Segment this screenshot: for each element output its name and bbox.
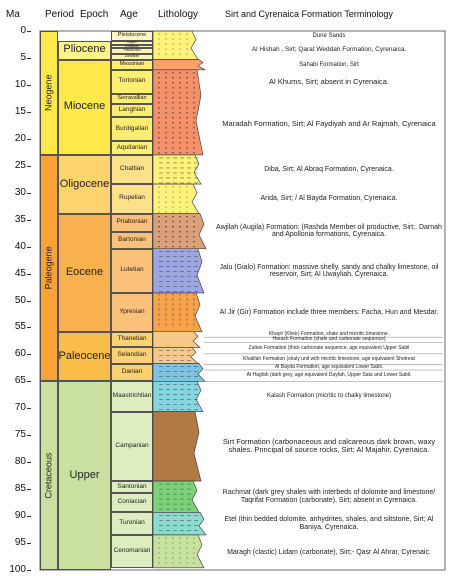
axis-tick-label: 25 [14, 159, 26, 171]
age-label: Piacenzian [123, 47, 141, 52]
age-label: Upper [127, 40, 137, 44]
formation-description: Arida, Sirt; / Al Bayda Formation, Cyrenaica. [260, 195, 398, 203]
formation-description: Maragh (clastic) Lidam (carbonate), Sirt;- Qasr Al Ahrar, Cyrenaic. [227, 548, 431, 556]
age-label: Gelasian [125, 43, 139, 48]
age-label: Rupelian [119, 194, 145, 202]
period-label: Neogene [43, 74, 54, 112]
epoch-label: Pliocene [63, 43, 106, 56]
lithology-unit [153, 332, 200, 348]
lithology-unit [153, 70, 203, 155]
age-label: Bartonian [118, 235, 146, 243]
age-label: Langhian [118, 106, 146, 114]
epoch-label: Oligocene [59, 177, 110, 190]
lithology-unit [153, 214, 206, 249]
lithology-unit [153, 60, 205, 70]
axis-tick-label: 95 [14, 537, 26, 549]
formation-description: Rachmat (dark grey shales with interbeds of dolomite and limestone/ Taqrifat Formation (carbonate), Sirt; absent in Cyrenaica. [222, 489, 436, 504]
lithology-unit [153, 249, 204, 293]
axis-tick-label: 100 [9, 564, 26, 575]
axis-tick-label: 45 [14, 267, 26, 279]
age-label: Ypresian [119, 307, 145, 315]
age-label: Maastrichtian [112, 392, 152, 400]
age-label: Priabonian [116, 218, 148, 226]
lithology-unit [153, 412, 201, 482]
axis-tick-label: 50 [14, 294, 26, 306]
formation-description: Al Bayda Formation, age equivalent Lower Sabil. [274, 363, 384, 370]
age-label: Selandian [117, 351, 147, 359]
formation-description: Maradah Formation, Sirt; Al Faydiyah and Ar Rajmah, Cyrenaica [222, 119, 436, 129]
axis-tick-label: 55 [14, 321, 26, 333]
axis-tick-label: 70 [14, 402, 26, 414]
age-label: Cenomanian [113, 546, 151, 554]
header-period: Period [45, 9, 74, 20]
lithology-unit [153, 347, 198, 363]
axis-tick-label: 15 [14, 105, 26, 117]
axis-tick-label: 35 [14, 213, 26, 225]
formation-description: Kalash Formation (micritic to chalky limestone) [266, 393, 392, 400]
epoch-label: Miocene [63, 100, 106, 113]
lithology-unit [153, 184, 199, 214]
axis-tick-label: 0 [20, 25, 26, 36]
formation-description: Diba, Sirt; Al Abraq Formation, Cyrenaica. [264, 165, 394, 173]
axis-tick-label: 40 [14, 240, 26, 252]
age-label: Thanetian [117, 335, 147, 343]
age-label: Turonian [119, 519, 145, 527]
lithology-unit [153, 381, 203, 411]
formation-description: Al Khums, Sirt; absent in Cyrenaica. [268, 76, 390, 86]
lithology-unit [153, 535, 204, 568]
axis-tick-label: 65 [14, 375, 26, 387]
axis-tick-label: 20 [14, 132, 26, 144]
formation-description: Harash Formation (shale and carbonate sequence) [272, 336, 386, 343]
lithology-unit [153, 512, 206, 535]
lithology-unit [153, 293, 202, 332]
axis-tick-label: 80 [14, 456, 26, 468]
age-label: Danian [121, 368, 143, 376]
formation-description: Zaltan Formation (thick carbonate sequence, age equivalent Upper Sabil [248, 344, 410, 351]
header-ma: Ma [6, 9, 20, 20]
age-label: Serravallian [117, 95, 147, 102]
formation-description: Sahabi Formation, Sirt [299, 61, 359, 68]
period-label: Cretaceous [43, 452, 54, 499]
header-lithology: Lithology [158, 9, 199, 20]
epoch-label: Upper [69, 468, 100, 481]
formation-description: Dune Sands [312, 32, 346, 39]
axis-tick-label: 75 [14, 429, 26, 441]
age-label: Chattian [119, 165, 145, 173]
header-terminology: Sirt and Cyrenaica Formation Terminology [225, 9, 393, 19]
formation-description: Khayir (Kheir) Formation, shale and micritic limestone. [268, 330, 390, 337]
age-label: Lutetian [120, 266, 144, 274]
age-label: Zanclean [124, 53, 140, 58]
axis-tick-label: 10 [14, 78, 26, 90]
formation-description: Al Hishah , Sirt; Qarat Weddah Formation, Cyrenaica. [251, 45, 407, 53]
age-label: Coniacian [117, 498, 147, 506]
header-age: Age [120, 9, 138, 20]
formation-description: Al Jir (Gir) Formation include three members: Facha, Hun and Mesdar. [219, 308, 439, 316]
axis-tick-label: 30 [14, 186, 26, 198]
age-label: Campanian [115, 441, 149, 449]
formation-description: Khalifah Formation (shaly unit with micritic limestone, age equivalent Shetreat [243, 355, 415, 362]
formation-description: Awjilah (Augila) Formation: (Rashda Member oil productive, Sirt;. Darnah and Apollonia formations, Cyrenaica. [216, 223, 442, 239]
age-label: Pleistocene [117, 31, 147, 38]
axis-tick-label: 60 [14, 348, 26, 360]
epoch-label: Eocene [65, 265, 104, 278]
age-label: Aquitanian [116, 143, 148, 151]
lithology-unit [153, 155, 201, 184]
epoch-label: Paleocene [58, 349, 111, 362]
period-label: Paleogene [43, 246, 54, 290]
axis-tick-label: 85 [14, 483, 26, 495]
axis-tick-label: 90 [14, 510, 26, 522]
formation-description: Jalu (Gialo) Formation: massive shelly, sandy and chalky limestone, oil reservoir, Sirt; Al Uwayliah, Cyrenaica. [219, 263, 439, 278]
age-label: Santonian [117, 482, 147, 490]
lithology-unit [153, 481, 199, 512]
lithology-unit [153, 31, 198, 60]
formation-description: Sirt Formation (carbonaceous and calcareous dark brown, waxy shales. Principal oil source rocks, Sirt; Al Majahir, Cyrenaica. [222, 437, 436, 455]
lithology-unit [153, 364, 205, 382]
header-epoch: Epoch [80, 9, 109, 20]
axis-tick-label: 5 [20, 51, 26, 63]
formation-description: Al Hagfah (dark grey, age equivalent Dayfah, Upper Sata and Lower Sabil. [246, 372, 412, 379]
age-label: Messinian [119, 60, 145, 67]
formation-description: Etel (thin bedded dolomite, anhydrites, shales, and siltstone, Sirt; Al Baniya, Cyrenaica. [224, 516, 434, 531]
age-label: Tortonian [118, 77, 146, 85]
age-label: Burdigalian [115, 124, 149, 132]
